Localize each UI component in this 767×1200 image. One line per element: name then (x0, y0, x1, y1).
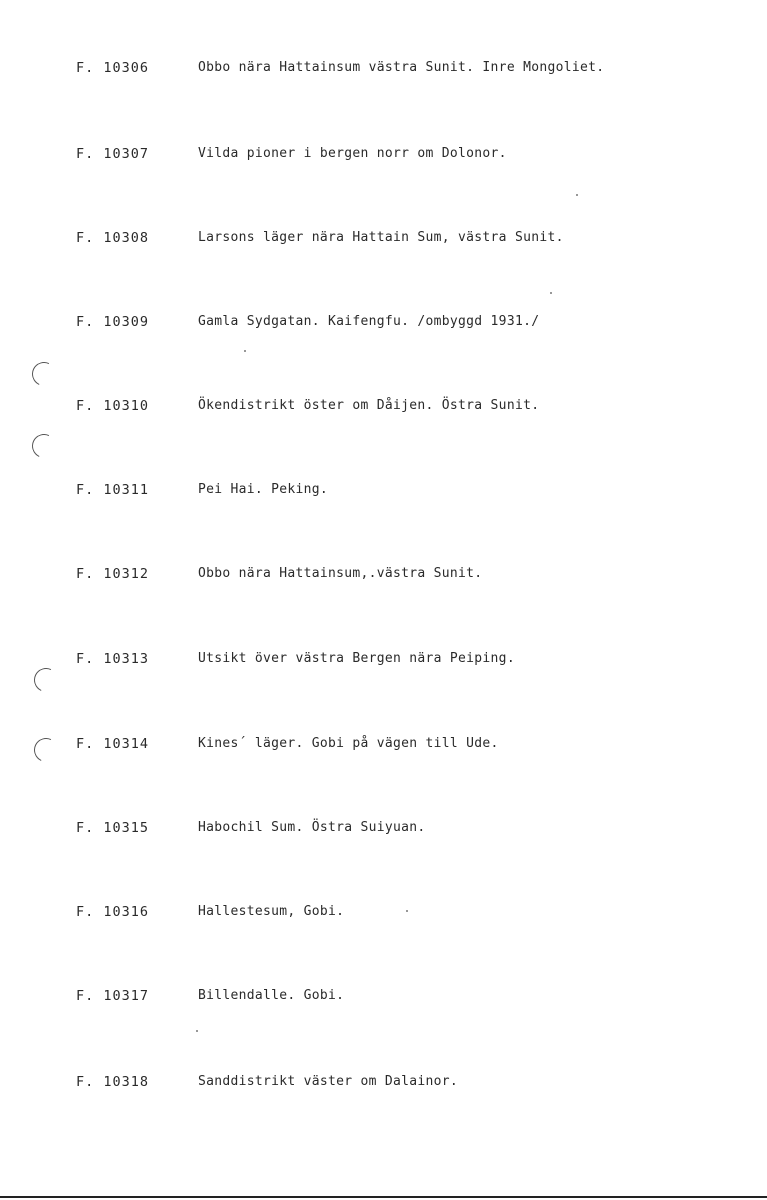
paper-speck (406, 910, 408, 912)
photo-caption: Pei Hai. Peking. (198, 482, 329, 497)
photo-caption: Ökendistrikt öster om Dåijen. Östra Sunit. (198, 398, 540, 413)
photo-caption: Obbo nära Hattainsum,.västra Sunit. (198, 566, 483, 581)
bottom-edge-line (0, 1196, 767, 1198)
catalog-number: F. 10318 (76, 1074, 150, 1090)
catalog-number: F. 10306 (76, 60, 150, 76)
catalog-entry (0, 482, 767, 504)
catalog-entry (0, 820, 767, 842)
paper-speck (244, 350, 246, 352)
punch-hole-mark (29, 431, 60, 462)
catalog-number: F. 10316 (76, 904, 150, 920)
photo-caption: Hallestesum, Gobi. (198, 904, 345, 919)
catalog-number: F. 10310 (76, 398, 150, 414)
catalog-number: F. 10315 (76, 820, 150, 836)
catalog-number: F. 10311 (76, 482, 150, 498)
punch-hole-mark (29, 359, 60, 390)
photo-caption: Larsons läger nära Hattain Sum, västra Sunit. (198, 230, 564, 245)
paper-speck (196, 1030, 198, 1032)
photo-caption: Gamla Sydgatan. Kaifengfu. /ombyggd 1931./ (198, 314, 540, 329)
photo-caption: Habochil Sum. Östra Suiyuan. (198, 820, 426, 835)
photo-caption: Sanddistrikt väster om Dalainor. (198, 1074, 459, 1089)
catalog-number: F. 10313 (76, 651, 150, 667)
catalog-entry (0, 736, 767, 758)
photo-caption: Vilda pioner i bergen norr om Dolonor. (198, 146, 507, 161)
catalog-entry (0, 988, 767, 1010)
catalog-entry (0, 398, 767, 420)
catalog-number: F. 10309 (76, 314, 150, 330)
catalog-number: F. 10308 (76, 230, 150, 246)
catalog-entry (0, 904, 767, 926)
photo-caption: Utsikt över västra Bergen nära Peiping. (198, 651, 515, 666)
catalog-entry (0, 314, 767, 336)
catalog-entry (0, 651, 767, 673)
catalog-number: F. 10317 (76, 988, 150, 1004)
photo-caption: Obbo nära Hattainsum västra Sunit. Inre Mongoliet. (198, 60, 605, 75)
catalog-entry (0, 230, 767, 252)
catalog-entry (0, 1074, 767, 1096)
photo-caption: Billendalle. Gobi. (198, 988, 345, 1003)
catalog-entry (0, 146, 767, 168)
photo-caption: Kines´ läger. Gobi på vägen till Ude. (198, 736, 499, 751)
paper-speck (550, 292, 552, 294)
paper-speck (576, 194, 578, 196)
catalog-number: F. 10314 (76, 736, 150, 752)
catalog-entry (0, 60, 767, 82)
catalog-entry (0, 566, 767, 588)
catalog-number: F. 10307 (76, 146, 150, 162)
catalog-number: F. 10312 (76, 566, 150, 582)
